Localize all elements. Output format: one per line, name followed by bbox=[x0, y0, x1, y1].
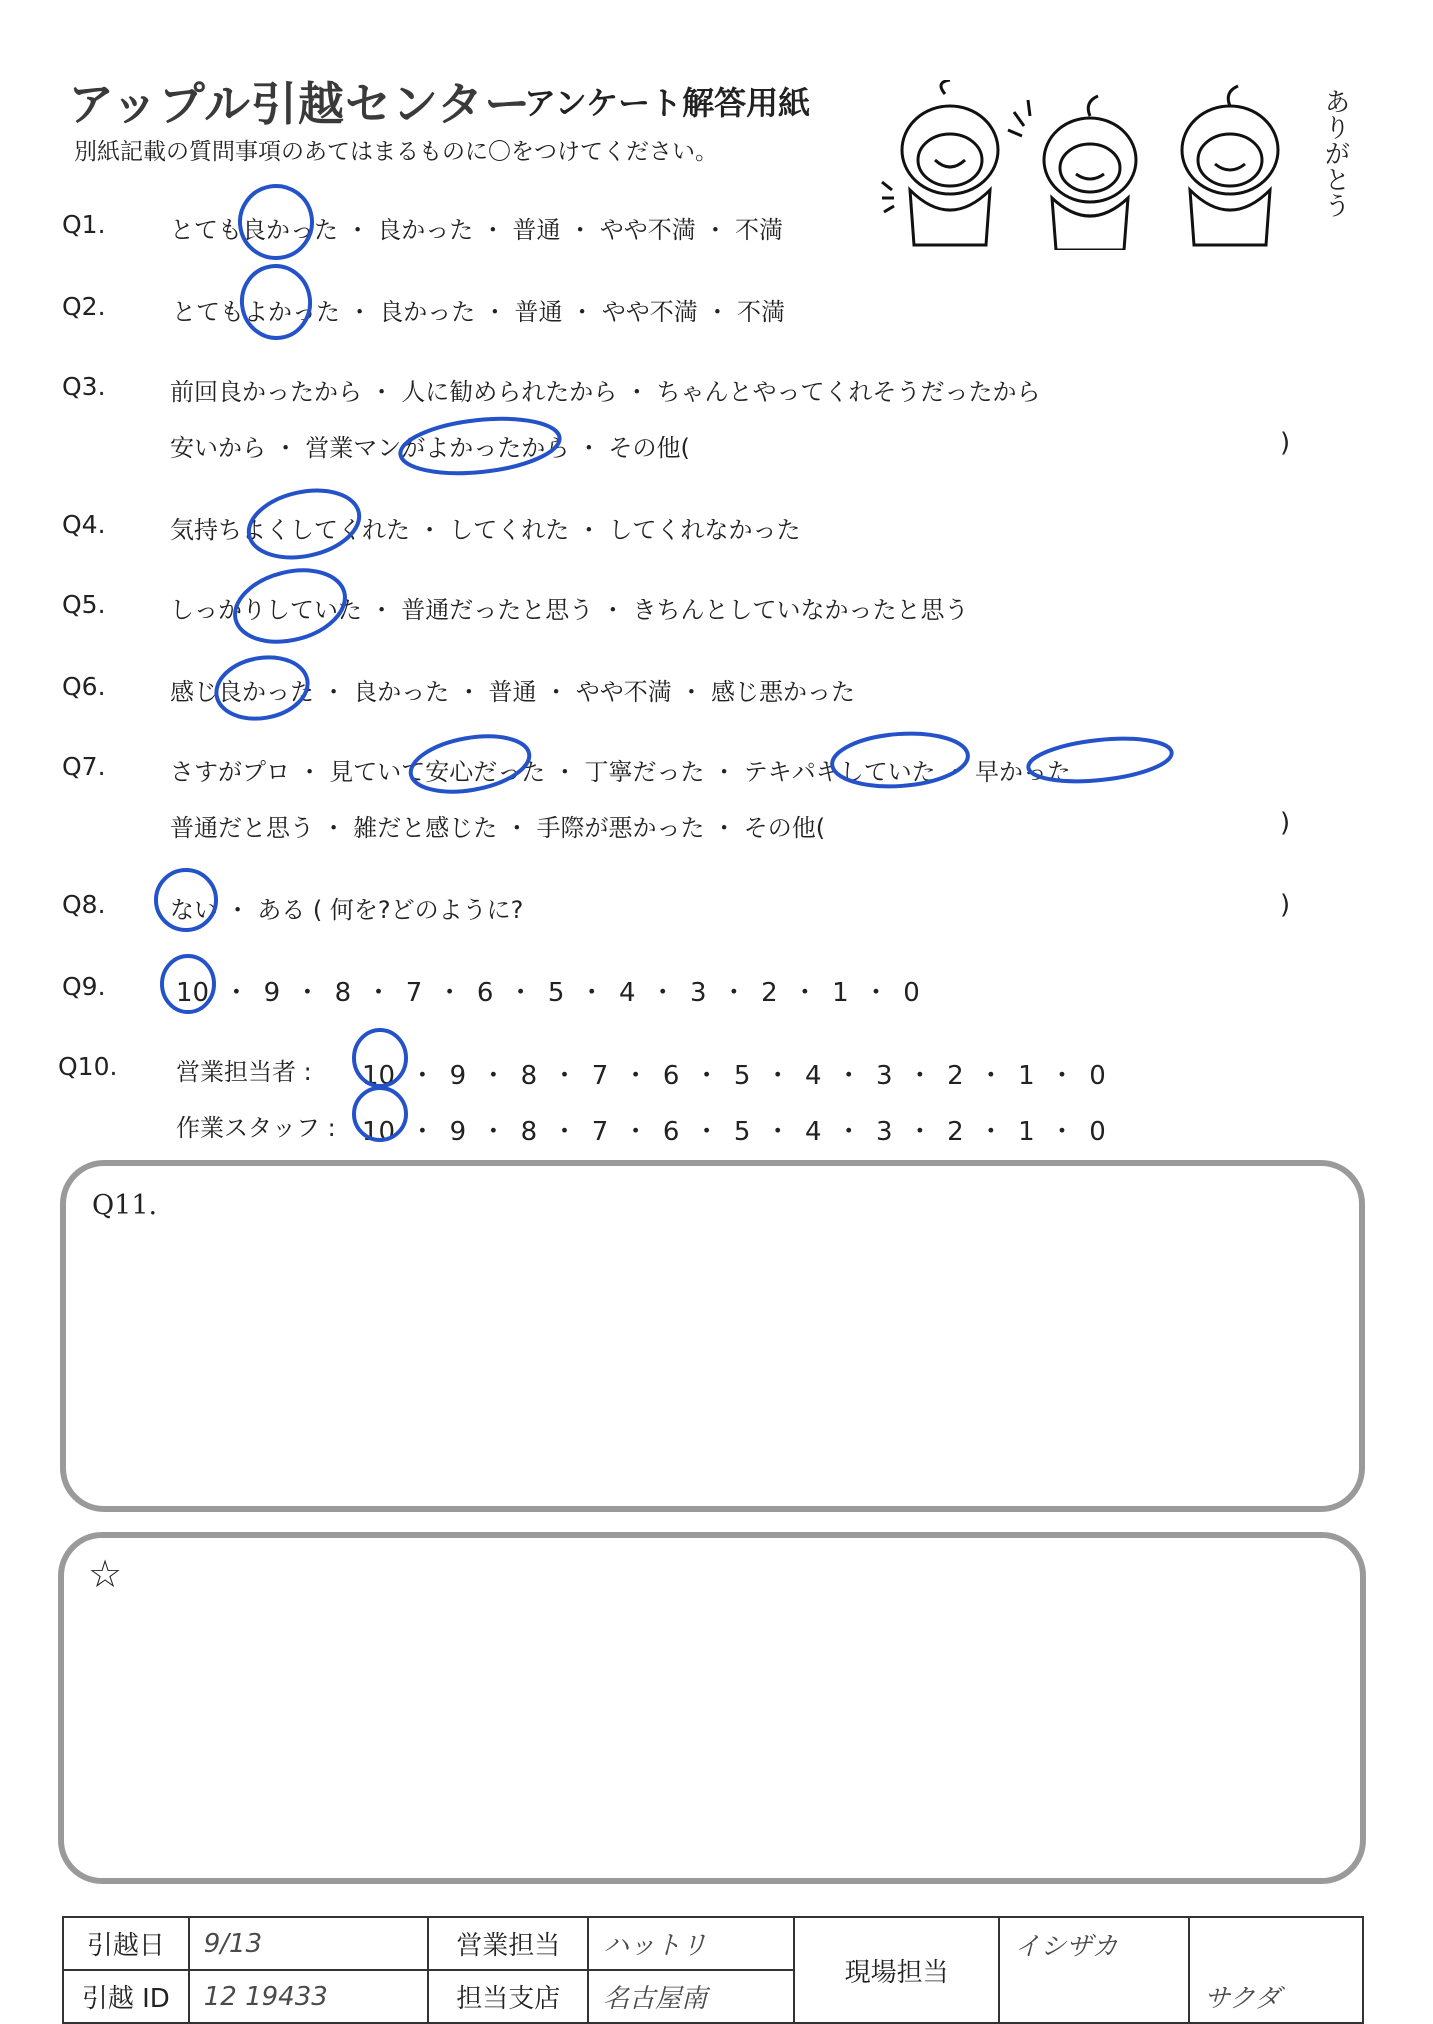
q2-selection-circle bbox=[237, 262, 314, 343]
q2-options[interactable]: とてもよかった ・ 良かった ・ 普通 ・ やや不満 ・ 不満 bbox=[172, 298, 786, 326]
form-subtitle: アンケート解答用紙 bbox=[524, 84, 811, 122]
q6-options[interactable]: 感じ良かった ・ 良かった ・ 普通 ・ やや不満 ・ 感じ悪かった bbox=[170, 678, 856, 706]
q10-staff-label: 作業スタッフ : bbox=[176, 1114, 336, 1142]
site-rep-value-1[interactable]: イシザカ bbox=[999, 1917, 1189, 1970]
q1-selection-circle bbox=[234, 180, 317, 263]
q7-options-line1[interactable]: さすがプロ ・ 見ていて安心だった ・ 丁寧だった ・ テキパキしていた ・ 早かった bbox=[170, 758, 1072, 786]
q2-label: Q2. bbox=[62, 292, 106, 321]
q4-label: Q4. bbox=[62, 510, 106, 539]
q7-selection-circle-tekipaki bbox=[830, 729, 969, 790]
q3-options-line1[interactable]: 前回良かったから ・ 人に勧められたから ・ ちゃんとやってくれそうだったから bbox=[170, 378, 1041, 406]
move-id-value[interactable]: 12 19433 bbox=[189, 1970, 429, 2023]
sales-rep-value[interactable]: ハットリ bbox=[588, 1917, 794, 1970]
q9-label: Q9. bbox=[62, 972, 106, 1001]
q10-label: Q10. bbox=[58, 1052, 118, 1081]
branch-label: 担当支店 bbox=[428, 1970, 588, 2023]
q6-label: Q6. bbox=[62, 672, 106, 701]
q7-selection-circle-hayakatta bbox=[1026, 733, 1173, 788]
q10-staff-scale[interactable]: 10 ・ 9 ・ 8 ・ 7 ・ 6 ・ 5 ・ 4 ・ 3 ・ 2 ・ 1 ・ 0 bbox=[362, 1117, 1106, 1147]
q3-close-paren: ) bbox=[1280, 428, 1291, 458]
move-date-label: 引越日 bbox=[63, 1917, 189, 1970]
q3-label: Q3. bbox=[62, 372, 106, 401]
q11-label: Q11. bbox=[92, 1190, 158, 1221]
q5-options[interactable]: しっかりしていた ・ 普通だったと思う ・ きちんとしていなかったと思う bbox=[170, 596, 969, 624]
move-date-value[interactable]: 9/13 bbox=[189, 1917, 429, 1970]
q8-close-paren: ) bbox=[1280, 890, 1291, 920]
q3-selection-circle bbox=[398, 412, 563, 480]
q9-scale[interactable]: 10 ・ 9 ・ 8 ・ 7 ・ 6 ・ 5 ・ 4 ・ 3 ・ 2 ・ 1 ・ 0 bbox=[176, 978, 920, 1008]
q8-label: Q8. bbox=[62, 890, 106, 919]
q10-sales-label: 営業担当者 : bbox=[176, 1058, 312, 1086]
site-rep-label: 現場担当 bbox=[794, 1917, 1000, 2023]
q7-selection-circle-anshin bbox=[406, 728, 533, 800]
q7-label: Q7. bbox=[62, 752, 106, 781]
q1-label: Q1. bbox=[62, 210, 106, 239]
q10-sales-scale[interactable]: 10 ・ 9 ・ 8 ・ 7 ・ 6 ・ 5 ・ 4 ・ 3 ・ 2 ・ 1 ・ 0 bbox=[362, 1061, 1106, 1091]
q7-options-line2[interactable]: 普通だと思う ・ 雑だと感じた ・ 手際が悪かった ・ その他( bbox=[170, 814, 826, 842]
q8-selection-circle bbox=[156, 870, 216, 930]
sales-rep-label: 営業担当 bbox=[428, 1917, 588, 1970]
q1-options[interactable]: とても良かった ・ 良かった ・ 普通 ・ やや不満 ・ 不満 bbox=[170, 216, 784, 244]
q8-options[interactable]: ない ・ ある ( 何を?どのように? bbox=[170, 896, 524, 924]
site-rep-value-2[interactable]: サクダ bbox=[1189, 1970, 1363, 2023]
branch-value[interactable]: 名古屋南 bbox=[588, 1970, 794, 2023]
q5-selection-circle bbox=[227, 559, 352, 652]
q10-staff-selection-circle bbox=[354, 1088, 406, 1140]
q10-sales-selection-circle bbox=[354, 1030, 406, 1086]
company-title: アップル引越センター bbox=[68, 77, 532, 131]
instruction-text: 別紙記載の質問事項のあてはまるものに〇をつけてください。 bbox=[74, 139, 718, 165]
q9-selection-circle bbox=[162, 956, 214, 1012]
star-icon: ☆ bbox=[88, 1552, 123, 1596]
q7-close-paren: ) bbox=[1280, 808, 1291, 838]
q6-selection-circle bbox=[211, 650, 312, 725]
q4-options[interactable]: 気持ちよくしてくれた ・ してくれた ・ してくれなかった bbox=[170, 516, 801, 544]
q4-selection-circle bbox=[243, 481, 366, 567]
q3-options-line2[interactable]: 安いから ・ 営業マンがよかったから ・ その他( bbox=[170, 434, 690, 462]
thanks-text: ありがとう bbox=[1320, 88, 1350, 218]
q5-label: Q5. bbox=[62, 590, 106, 619]
move-id-label: 引越 ID bbox=[63, 1970, 189, 2023]
